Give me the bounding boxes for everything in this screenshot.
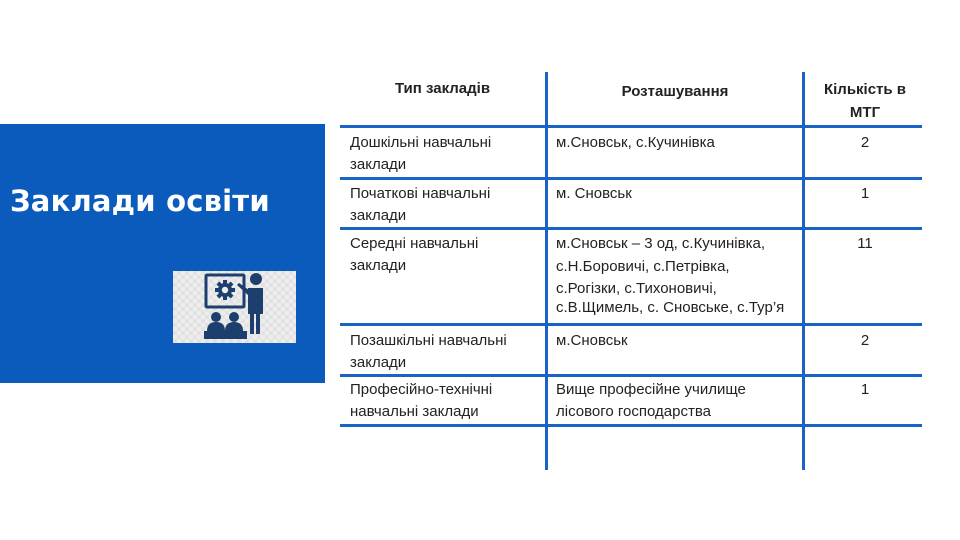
count-value: 1 bbox=[860, 381, 870, 398]
column-divider bbox=[545, 72, 548, 470]
location-line: м. Сновськ bbox=[556, 185, 632, 202]
teacher-presentation-icon bbox=[173, 271, 296, 343]
row-divider bbox=[340, 125, 922, 128]
header-location: Розташування bbox=[621, 83, 729, 100]
row-divider bbox=[340, 177, 922, 180]
location-line: лісового господарства bbox=[556, 403, 711, 420]
type-line: Професійно-технічні bbox=[350, 381, 493, 398]
type-line: заклади bbox=[350, 354, 407, 371]
header-type: Тип закладів bbox=[394, 80, 491, 97]
type-line: навчальні заклади bbox=[350, 403, 479, 420]
education-table bbox=[340, 72, 922, 470]
column-divider bbox=[802, 72, 805, 470]
row-divider bbox=[340, 424, 922, 427]
row-divider bbox=[340, 374, 922, 377]
location-line: с.Н.Боровичі, с.Петрівка, bbox=[556, 258, 730, 275]
type-line: Позашкільні навчальні bbox=[350, 332, 507, 349]
type-line: Дошкільні навчальні bbox=[350, 134, 492, 151]
type-line: заклади bbox=[350, 207, 407, 224]
count-value: 2 bbox=[860, 134, 870, 151]
location-line: Вище професійне училище bbox=[556, 381, 746, 398]
row-divider bbox=[340, 323, 922, 326]
header-count: Кількість в МТГ bbox=[823, 81, 907, 121]
type-line: заклади bbox=[350, 257, 407, 274]
slide-title: Заклади освіти bbox=[10, 184, 270, 218]
row-divider bbox=[340, 227, 922, 230]
location-line: м.Сновськ bbox=[556, 332, 628, 349]
location-line: с.Рогізки, с.Тихоновичі, bbox=[556, 280, 717, 297]
count-value: 11 bbox=[857, 235, 873, 252]
icon-frame bbox=[173, 271, 296, 343]
type-line: Середні навчальні bbox=[350, 235, 479, 252]
location-line: м.Сновськ, с.Кучинівка bbox=[556, 134, 715, 151]
type-line: заклади bbox=[350, 156, 407, 173]
count-value: 2 bbox=[860, 332, 870, 349]
location-line: м.Сновськ – 3 од, с.Кучинівка, bbox=[556, 235, 765, 252]
type-line: Початкові навчальні bbox=[350, 185, 491, 202]
title-panel bbox=[0, 124, 325, 383]
count-value: 1 bbox=[860, 185, 870, 202]
location-line: с.В.Щимель, с. Сновське, с.Тур’я bbox=[556, 299, 785, 316]
